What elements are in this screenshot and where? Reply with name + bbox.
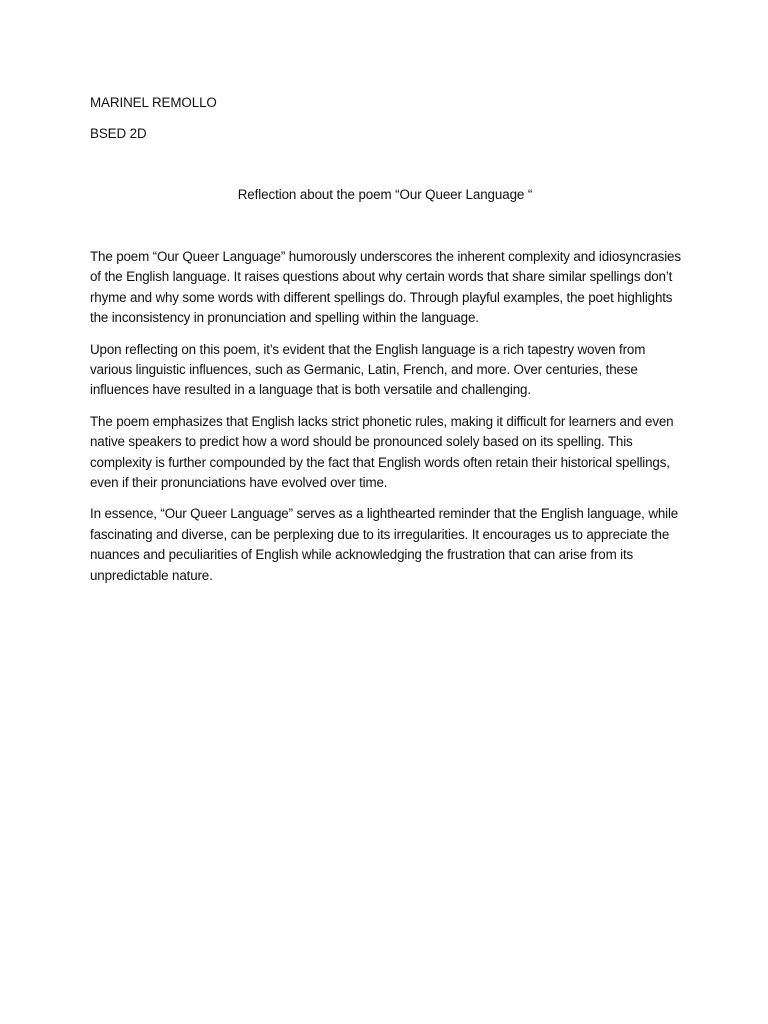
class-section: BSED 2D: [90, 126, 147, 141]
paragraph-3: The poem emphasizes that English lacks strict phonetic rules, making it difficult for learners and even native speakers to predict how a word should be pronounced solely based on its spelling. This complexity is further compounded by the fact that English words often retain their historical spellings, even if their pronunciations have evolved over time.: [90, 413, 674, 491]
author-name: MARINEL REMOLLO: [90, 95, 217, 110]
paragraph-2: Upon reflecting on this poem, it’s evident that the English language is a rich tapestry woven from various linguistic influences, such as Germanic, Latin, French, and more. Over centuries, these influences have resulted in a language that is both versatile and challenging.: [90, 341, 646, 398]
document-title: Reflection about the poem “Our Queer Language “: [237, 187, 533, 202]
paragraph-1: The poem “Our Queer Language” humorously underscores the inherent complexity and idiosyncrasies of the English language. It raises questions about why certain words that share similar spellings don’t rhyme and why some words with different spellings do. Through playful examples, the poet highlights the inconsistency in pronunciation and spelling within the language.: [90, 249, 681, 326]
paragraph-4: In essence, “Our Queer Language” serves as a lighthearted reminder that the English language, while fascinating and diverse, can be perplexing due to its irregularities. It encourages us to appreciate the nuances and peculiarities of English while acknowledging the frustration that can arise from its unpredictable nature.: [90, 506, 679, 583]
document-body: [90, 247, 682, 597]
